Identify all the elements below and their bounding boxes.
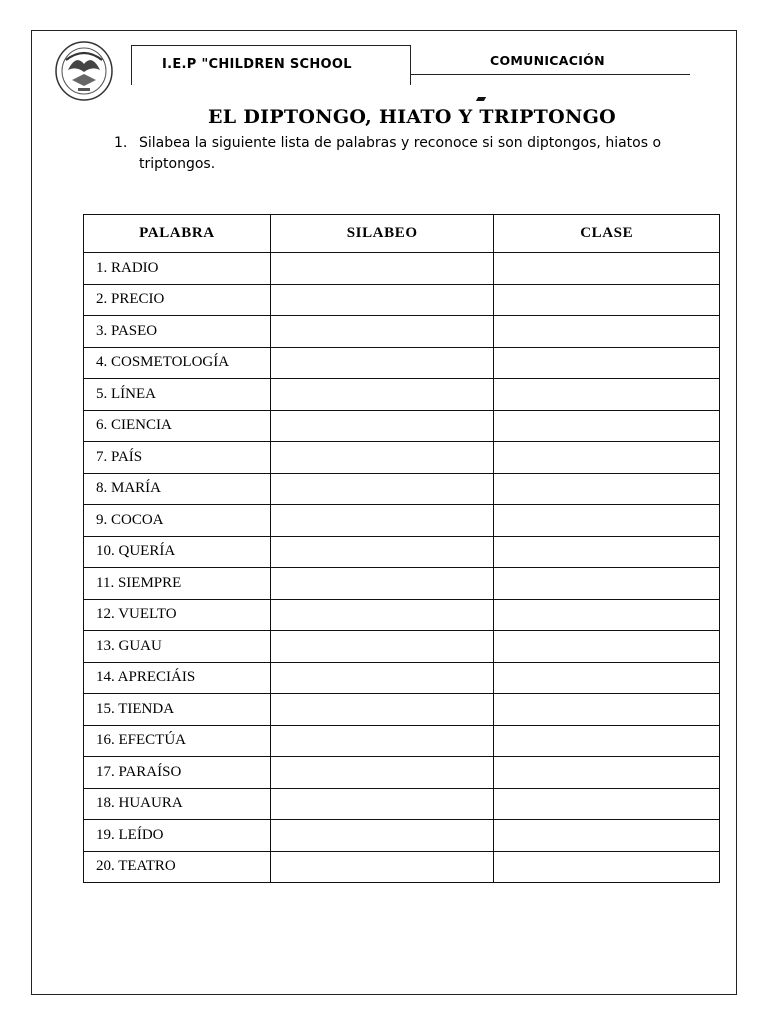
syllable-cell[interactable] bbox=[270, 473, 494, 505]
table-row bbox=[84, 284, 720, 316]
syllable-cell[interactable] bbox=[270, 662, 494, 694]
instruction-number: 1. bbox=[114, 135, 128, 151]
table-row bbox=[84, 725, 720, 757]
word-cell: 12. VUELTO bbox=[84, 599, 271, 631]
header-divider bbox=[410, 74, 690, 75]
school-logo-icon bbox=[54, 40, 114, 102]
syllable-cell[interactable] bbox=[270, 505, 494, 537]
table-row bbox=[84, 694, 720, 726]
class-cell[interactable] bbox=[494, 316, 720, 348]
class-cell[interactable] bbox=[494, 473, 720, 505]
syllable-cell[interactable] bbox=[270, 568, 494, 600]
syllable-cell[interactable] bbox=[270, 757, 494, 789]
word-cell: 18. HUAURA bbox=[84, 788, 271, 820]
word-cell: 20. TEATRO bbox=[84, 851, 271, 883]
syllable-cell[interactable] bbox=[270, 410, 494, 442]
class-cell[interactable] bbox=[494, 410, 720, 442]
word-cell: 13. GUAU bbox=[84, 631, 271, 663]
syllable-cell[interactable] bbox=[270, 599, 494, 631]
syllable-cell[interactable] bbox=[270, 536, 494, 568]
class-cell[interactable] bbox=[494, 757, 720, 789]
syllable-cell[interactable] bbox=[270, 631, 494, 663]
table-row bbox=[84, 347, 720, 379]
header-palabra: PALABRA bbox=[84, 215, 271, 253]
table-header-row bbox=[84, 215, 720, 253]
table-row bbox=[84, 410, 720, 442]
class-cell[interactable] bbox=[494, 568, 720, 600]
syllable-cell[interactable] bbox=[270, 316, 494, 348]
class-cell[interactable] bbox=[494, 442, 720, 474]
syllable-cell[interactable] bbox=[270, 851, 494, 883]
instruction-text: Silabea la siguiente lista de palabras y reconoce si son diptongos, hiatos o triptongos. bbox=[139, 135, 662, 172]
syllable-cell[interactable] bbox=[270, 694, 494, 726]
word-cell: 3. PASEO bbox=[84, 316, 271, 348]
school-name: I.E.P "CHILDREN SCHOOL bbox=[162, 57, 352, 72]
class-cell[interactable] bbox=[494, 788, 720, 820]
table-row bbox=[84, 599, 720, 631]
table-row bbox=[84, 379, 720, 411]
syllable-cell[interactable] bbox=[270, 284, 494, 316]
word-cell: 8. MARÍA bbox=[84, 473, 271, 505]
word-cell: 5. LÍNEA bbox=[84, 379, 271, 411]
table-row bbox=[84, 253, 720, 285]
class-cell[interactable] bbox=[494, 284, 720, 316]
class-cell[interactable] bbox=[494, 536, 720, 568]
word-cell: 17. PARAÍSO bbox=[84, 757, 271, 789]
class-cell[interactable] bbox=[494, 820, 720, 852]
table-row bbox=[84, 568, 720, 600]
word-cell: 2. PRECIO bbox=[84, 284, 271, 316]
word-cell: 16. EFECTÚA bbox=[84, 725, 271, 757]
instruction bbox=[114, 133, 674, 175]
header-clase: CLASE bbox=[494, 215, 720, 253]
table-row bbox=[84, 662, 720, 694]
word-cell: 7. PAÍS bbox=[84, 442, 271, 474]
class-cell[interactable] bbox=[494, 379, 720, 411]
document-title: EL DIPTONGO, HIATO Y TRIPTONGO bbox=[208, 106, 617, 128]
word-cell: 15. TIENDA bbox=[84, 694, 271, 726]
class-cell[interactable] bbox=[494, 631, 720, 663]
class-cell[interactable] bbox=[494, 694, 720, 726]
class-cell[interactable] bbox=[494, 599, 720, 631]
word-cell: 1. RADIO bbox=[84, 253, 271, 285]
class-cell[interactable] bbox=[494, 851, 720, 883]
word-cell: 9. COCOA bbox=[84, 505, 271, 537]
table-row bbox=[84, 442, 720, 474]
class-cell[interactable] bbox=[494, 725, 720, 757]
word-cell: 10. QUERÍA bbox=[84, 536, 271, 568]
syllable-cell[interactable] bbox=[270, 820, 494, 852]
syllable-cell[interactable] bbox=[270, 379, 494, 411]
subject-label: COMUNICACIÓN bbox=[490, 53, 605, 68]
syllable-cell[interactable] bbox=[270, 788, 494, 820]
word-cell: 11. SIEMPRE bbox=[84, 568, 271, 600]
syllable-cell[interactable] bbox=[270, 253, 494, 285]
table-row bbox=[84, 757, 720, 789]
word-cell: 19. LEÍDO bbox=[84, 820, 271, 852]
class-cell[interactable] bbox=[494, 347, 720, 379]
class-cell[interactable] bbox=[494, 505, 720, 537]
word-cell: 6. CIENCIA bbox=[84, 410, 271, 442]
table-row bbox=[84, 505, 720, 537]
table-row bbox=[84, 631, 720, 663]
word-cell: 14. APRECIÁIS bbox=[84, 662, 271, 694]
syllable-cell[interactable] bbox=[270, 725, 494, 757]
table-row bbox=[84, 473, 720, 505]
table-row bbox=[84, 820, 720, 852]
table-row bbox=[84, 788, 720, 820]
table-row bbox=[84, 851, 720, 883]
header-silabeo: SILABEO bbox=[270, 215, 494, 253]
syllable-cell[interactable] bbox=[270, 442, 494, 474]
word-table bbox=[83, 214, 720, 883]
class-cell[interactable] bbox=[494, 662, 720, 694]
word-cell: 4. COSMETOLOGÍA bbox=[84, 347, 271, 379]
class-cell[interactable] bbox=[494, 253, 720, 285]
table-row bbox=[84, 536, 720, 568]
table-row bbox=[84, 316, 720, 348]
syllable-cell[interactable] bbox=[270, 347, 494, 379]
